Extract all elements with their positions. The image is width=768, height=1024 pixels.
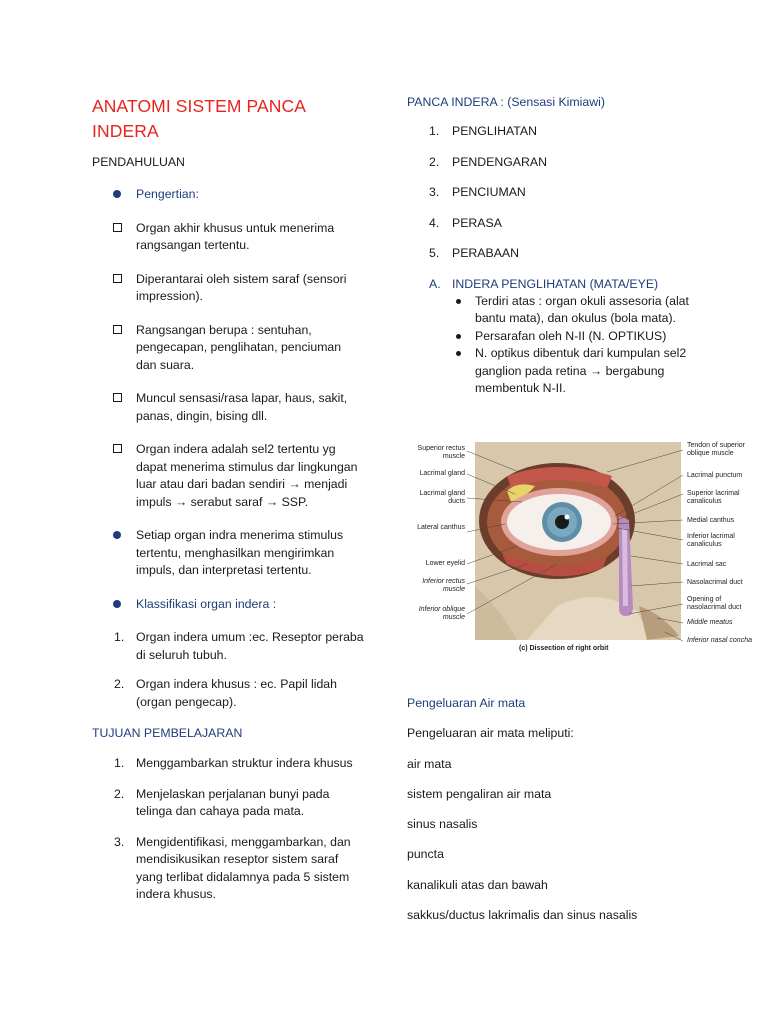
- label-lacrimal-sac: Lacrimal sac: [687, 561, 727, 568]
- list-item: 5. PERABAAN: [429, 246, 519, 260]
- list-item: 2. PENDENGARAN: [429, 154, 547, 169]
- label-lacrimal-gland-ducts: Lacrimal gland ducts: [419, 490, 465, 505]
- checkbox-bullet-icon: [113, 223, 122, 232]
- list-item: 4. PERASA: [429, 215, 502, 230]
- list-item: 1. PENGLIHATAN: [429, 124, 537, 138]
- label-nasolacrimal-duct: Nasolacrimal duct: [687, 579, 743, 586]
- checkbox-bullet-icon: [113, 325, 122, 334]
- label-lacrimal-gland: Lacrimal gland: [419, 470, 465, 477]
- panca-indera-title: PANCA INDERA : (Sensasi Kimiawi): [407, 95, 605, 109]
- bullet-dot-icon: [113, 190, 121, 198]
- list-item: kanalikuli atas dan bawah: [407, 877, 548, 892]
- checkbox-bullet-icon: [113, 444, 122, 453]
- list-item: Terdiri atas : organ okuli assesoria (alat bantu mata), dan okulus (bola mata).: [407, 293, 697, 328]
- list-item: Persarafan oleh N-II (N. OPTIKUS): [407, 328, 697, 346]
- document-title: ANATOMI SISTEM PANCA INDERA: [92, 96, 306, 141]
- checkbox-bullet-icon: [113, 274, 122, 283]
- list-item: 3. PENCIUMAN: [429, 185, 526, 199]
- list-item: Organ indera adalah sel2 tertentu yg dapat menerima stimulus dar lingkungan luar atau dari badan sendiri → menjadi impuls → serabut saraf → SSP.: [92, 441, 364, 511]
- intro-heading: PENDAHULUAN: [92, 155, 185, 169]
- air-mata-section: [407, 695, 707, 937]
- list-item: N. optikus dibentuk dari kumpulan sel2 ganglion pada retina → bergabung membentuk N-II.: [407, 345, 697, 398]
- bullet-dot-icon: [456, 334, 461, 339]
- tujuan-heading: TUJUAN PEMBELAJARAN: [92, 726, 243, 740]
- list-item: Diperantarai oleh sistem saraf (sensori impression).: [92, 271, 364, 306]
- bullet-dot-icon: [456, 299, 461, 304]
- label-inferior-nasal-concha: Inferior nasal concha: [687, 637, 752, 644]
- list-item: puncta: [407, 847, 444, 862]
- list-item: 2. Organ indera khusus : ec. Papil lidah (organ pengecap).: [114, 677, 337, 709]
- label-inferior-oblique: Inferior oblique muscle: [418, 606, 465, 621]
- bullet-dot-icon: [113, 600, 121, 608]
- label-lacrimal-punctum: Lacrimal punctum: [687, 472, 743, 479]
- list-item: 2. Menjelaskan perjalanan bunyi pada telinga dan cahaya pada mata.: [114, 786, 330, 818]
- checkbox-bullet-icon: [113, 393, 122, 402]
- label-opening-nasolacrimal-duct: Opening of nasolacrimal duct: [687, 596, 742, 611]
- list-item: Rangsangan berupa : sentuhan, pengecapan, penglihatan, penciuman dan suara.: [92, 322, 364, 375]
- label-tendon-superior-oblique: Tendon of superior oblique muscle: [687, 442, 745, 457]
- right-column: [407, 94, 697, 398]
- eye-anatomy-figure: [407, 436, 761, 658]
- label-inferior-lacrimal-canaliculus: Inferior lacrimal canaliculus: [687, 533, 735, 548]
- list-item: sakkus/ductus lakrimalis dan sinus nasalis: [407, 908, 638, 923]
- list-item: Organ akhir khusus untuk menerima rangsangan tertentu.: [92, 220, 364, 255]
- list-item: 1. Menggambarkan struktur indera khusus: [114, 756, 353, 770]
- section-a-heading: A. INDERA PENGLIHATAN (MATA/EYE): [429, 276, 659, 291]
- list-item: 1. Organ indera umum :ec. Reseptor peraba di seluruh tubuh.: [114, 630, 364, 662]
- figure-caption: (c) Dissection of right orbit: [519, 645, 609, 652]
- left-column: [92, 94, 364, 916]
- label-superior-rectus: Superior rectus muscle: [417, 445, 465, 460]
- label-middle-meatus: Middle meatus: [687, 619, 733, 626]
- bullet-dot-icon: [456, 351, 461, 356]
- pengertian-heading: Pengertian:: [92, 186, 364, 204]
- stimulus-note: Setiap organ indra menerima stimulus tertentu, menghasilkan mengirimkan impuls, dan interpretasi tertentu.: [92, 527, 364, 580]
- bullet-dot-icon: [113, 531, 121, 539]
- label-inferior-rectus: Inferior rectus muscle: [422, 578, 465, 593]
- klasifikasi-heading: Klassifikasi organ indera :: [92, 596, 364, 614]
- label-superior-lacrimal-canaliculus: Superior lacrimal canaliculus: [687, 490, 740, 505]
- list-item: air mata: [407, 756, 452, 771]
- list-item: sinus nasalis: [407, 817, 478, 832]
- list-item: 3. Mengidentifikasi, menggambarkan, dan mendisikusikan reseptor sistem saraf yang terlibat didalamnya pada 5 sistem indera khusus.: [114, 834, 351, 901]
- label-lower-eyelid: Lower eyelid: [425, 560, 465, 567]
- label-lateral-canthus: Lateral canthus: [417, 524, 465, 531]
- list-item: Muncul sensasi/rasa lapar, haus, sakit, panas, dingin, bising dll.: [92, 390, 364, 425]
- air-mata-intro: Pengeluaran air mata meliputi:: [407, 726, 574, 741]
- air-mata-title: Pengeluaran Air mata: [407, 696, 526, 710]
- label-medial-canthus: Medial canthus: [687, 517, 735, 524]
- list-item: sistem pengaliran air mata: [407, 786, 552, 801]
